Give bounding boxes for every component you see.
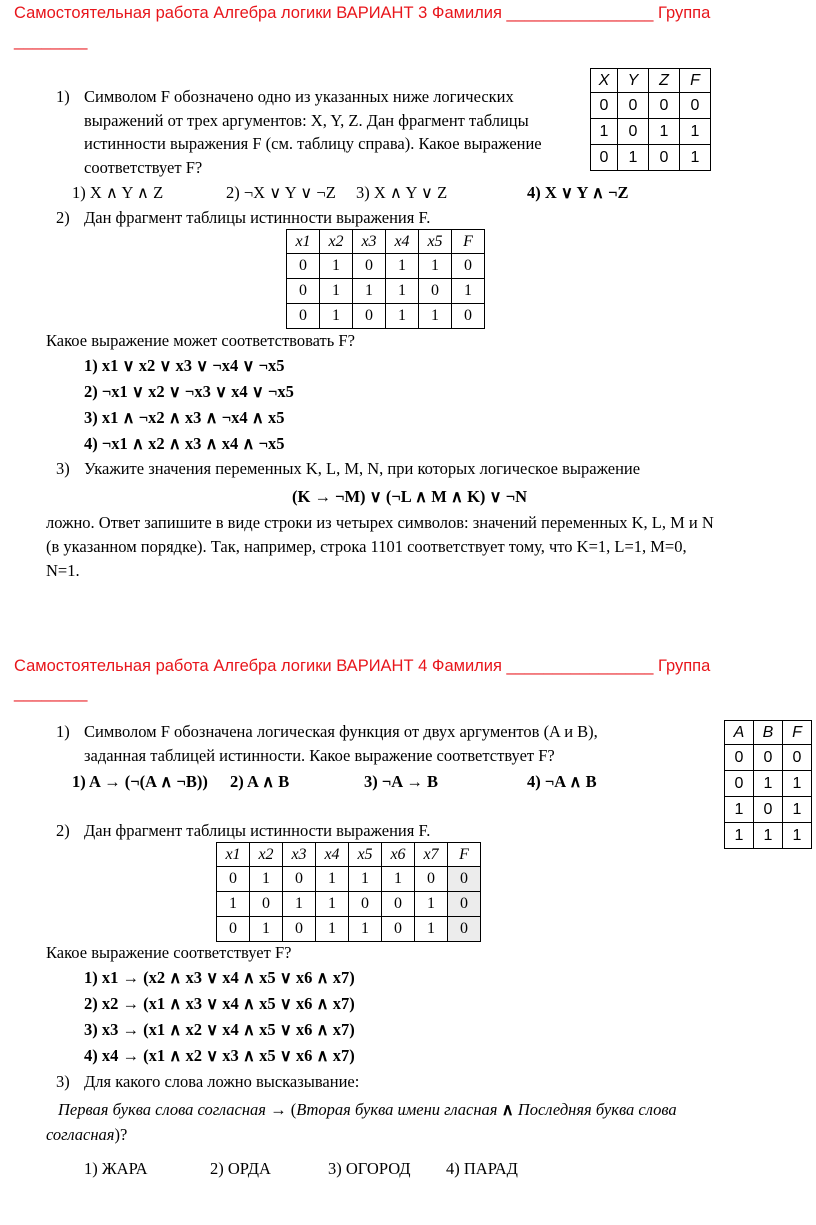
table-cell: 1 [754, 771, 783, 797]
table-header-cell: x5 [349, 843, 382, 867]
table-cell: 0 [349, 892, 382, 917]
v3-q2-number: 2) [56, 208, 70, 227]
v3-q1-line1: Символом F обозначено одно из указанных ниже логических [84, 87, 514, 106]
v3-q1-option-4: 4) X ∨ Y ∧ ¬Z [527, 183, 629, 202]
table-cell: 1 [680, 119, 711, 145]
v3-q1-line3: истинности выражения F (см. таблицу справа). Какое выражение [84, 134, 542, 153]
table-cell: 0 [783, 745, 812, 771]
v4-q3-statement-and: ∧ [497, 1100, 518, 1119]
v4-q3-option-1: 1) ЖАРА [84, 1159, 148, 1178]
v4-q2-text: Дан фрагмент таблицы истинности выражения F. [84, 821, 431, 840]
table-cell: 1 [316, 892, 349, 917]
table-cell: 1 [783, 797, 812, 823]
table-cell: 1 [320, 304, 353, 329]
table-cell: 0 [448, 917, 481, 942]
table-cell: 0 [353, 254, 386, 279]
v3-q3-number: 3) [56, 459, 70, 478]
table-cell: 0 [382, 892, 415, 917]
v3-q2-option-3: 3) x1 ∧ ¬x2 ∧ x3 ∧ ¬x4 ∧ x5 [84, 408, 285, 427]
v4-q3-option-2: 2) ОРДА [210, 1159, 271, 1178]
table-header-cell: F [452, 230, 485, 254]
table-cell: 0 [448, 892, 481, 917]
v4-q3-statement-line2 [46, 1125, 127, 1145]
v3-q2-text: Дан фрагмент таблицы истинности выражения F. [84, 208, 431, 227]
v3-header: Самостоятельная работа Алгебра логики ВАРИАНТ 3 Фамилия ________________ Группа [14, 4, 711, 22]
table-cell: 0 [725, 745, 754, 771]
table-cell: 0 [353, 304, 386, 329]
table-header-cell: Z [649, 69, 680, 93]
v3-q3-para-line1: ложно. Ответ запишите в виде строки из четырех символов: значений переменных K, L, M и N [46, 513, 714, 532]
table-cell: 1 [349, 867, 382, 892]
table-cell: 1 [382, 867, 415, 892]
table-cell: 1 [217, 892, 250, 917]
v4-q3-statement-arrow: → ( [265, 1100, 297, 1119]
v4-q2-option-2: 2) x2 → (x1 ∧ x3 ∨ x4 ∧ x5 ∨ x6 ∧ x7) [84, 994, 355, 1013]
table-cell: 0 [591, 145, 618, 171]
table-header-cell: x6 [382, 843, 415, 867]
v4-q3-statement-line1 [58, 1100, 677, 1120]
table-header-cell: x1 [217, 843, 250, 867]
v3-q1-option-1: 1) X ∧ Y ∧ Z [72, 183, 164, 202]
table-cell: 1 [754, 823, 783, 849]
v4-q1-option-2: 2) A ∧ B [230, 772, 290, 791]
v4-q3-text: Для какого слова ложно высказывание: [84, 1072, 360, 1091]
table-cell: 1 [250, 867, 283, 892]
table-cell: 1 [320, 279, 353, 304]
v4-q3-statement-part-a: Первая буква слова согласная [58, 1100, 266, 1119]
table-header-cell: x3 [283, 843, 316, 867]
table-cell: 0 [452, 304, 485, 329]
v4-q1-truth-table [724, 720, 812, 849]
table-cell: 1 [386, 279, 419, 304]
v4-q3-statement-part-d: согласная [46, 1125, 115, 1144]
v4-q1-line2: заданная таблицей истинности. Какое выражение соответствует F? [84, 746, 555, 765]
table-cell: 0 [680, 93, 711, 119]
table-header-cell: F [680, 69, 711, 93]
table-cell: 1 [618, 145, 649, 171]
v4-q3-number: 3) [56, 1072, 70, 1091]
table-cell: 0 [287, 279, 320, 304]
v3-q1-line4: соответствует F? [84, 158, 203, 177]
v3-q2-question: Какое выражение может соответствовать F? [46, 331, 355, 350]
table-header-cell: Y [618, 69, 649, 93]
table-cell: 0 [591, 93, 618, 119]
table-header-cell: x7 [415, 843, 448, 867]
table-cell: 1 [649, 119, 680, 145]
v3-q1-truth-table [590, 68, 711, 171]
v3-q1-number: 1) [56, 87, 70, 106]
table-cell: 1 [419, 254, 452, 279]
table-header-cell: B [754, 721, 783, 745]
v4-q3-statement-part-c: Последняя буква слова [517, 1100, 677, 1119]
table-cell: 0 [649, 145, 680, 171]
table-cell: 1 [415, 917, 448, 942]
table-header-cell: x2 [320, 230, 353, 254]
table-cell: 0 [448, 867, 481, 892]
v3-q2-truth-table [286, 229, 485, 329]
v4-q2-option-3: 3) x3 → (x1 ∧ x2 ∨ x4 ∧ x5 ∨ x6 ∧ x7) [84, 1020, 355, 1039]
table-cell: 0 [283, 917, 316, 942]
table-cell: 1 [419, 304, 452, 329]
table-cell: 0 [419, 279, 452, 304]
table-cell: 0 [754, 797, 783, 823]
v4-q2-option-4: 4) x4 → (x1 ∧ x2 ∨ x3 ∧ x5 ∨ x6 ∧ x7) [84, 1046, 355, 1065]
v3-q2-option-1: 1) x1 ∨ x2 ∨ x3 ∨ ¬x4 ∨ ¬x5 [84, 356, 285, 375]
table-cell: 1 [283, 892, 316, 917]
table-cell: 1 [783, 771, 812, 797]
table-header-cell: F [448, 843, 481, 867]
v4-q2-question: Какое выражение соответствует F? [46, 943, 292, 962]
table-cell: 0 [250, 892, 283, 917]
v3-q3-para-line2: (в указанном порядке). Так, например, строка 1101 соответствует тому, что K=1, L=1, M=0, [46, 537, 687, 556]
table-cell: 0 [217, 867, 250, 892]
table-cell: 0 [618, 93, 649, 119]
table-cell: 1 [316, 917, 349, 942]
table-cell: 1 [591, 119, 618, 145]
v4-q1-option-4: 4) ¬A ∧ B [527, 772, 597, 791]
table-header-cell: A [725, 721, 754, 745]
table-cell: 1 [415, 892, 448, 917]
v3-q1-line2: выражений от трех аргументов: X, Y, Z. Дан фрагмент таблицы [84, 111, 529, 130]
v4-q1-line1: Символом F обозначена логическая функция от двух аргументов (A и B), [84, 722, 598, 741]
v4-q1-option-1: 1) A → (¬(A ∧ ¬B)) [72, 772, 208, 791]
table-header-cell: x1 [287, 230, 320, 254]
v3-q3-text: Укажите значения переменных K, L, M, N, при которых логическое выражение [84, 459, 641, 478]
v4-q1-number: 1) [56, 722, 70, 741]
table-cell: 1 [316, 867, 349, 892]
v4-header-group-line: ________ [14, 684, 88, 702]
v4-q3-statement-end: )? [114, 1125, 128, 1144]
table-cell: 1 [452, 279, 485, 304]
table-header-cell: x2 [250, 843, 283, 867]
table-header-cell: x4 [386, 230, 419, 254]
table-cell: 0 [725, 771, 754, 797]
v4-q2-number: 2) [56, 821, 70, 840]
v3-q1-option-3: 3) X ∧ Y ∨ Z [356, 183, 448, 202]
v4-q3-option-3: 3) ОГОРОД [328, 1159, 411, 1178]
v3-q3-formula: (K → ¬M) ∨ (¬L ∧ M ∧ K) ∨ ¬N [292, 487, 528, 506]
table-cell: 1 [783, 823, 812, 849]
v3-q2-option-2: 2) ¬x1 ∨ x2 ∨ ¬x3 ∨ x4 ∨ ¬x5 [84, 382, 294, 401]
table-header-cell: X [591, 69, 618, 93]
table-cell: 0 [415, 867, 448, 892]
table-cell: 1 [680, 145, 711, 171]
v3-q3-para-line3: N=1. [46, 561, 80, 580]
v3-q1-option-2: 2) ¬X ∨ Y ∨ ¬Z [226, 183, 336, 202]
table-cell: 0 [649, 93, 680, 119]
v4-q3-statement-part-b: Вторая буква имени гласная [296, 1100, 498, 1119]
table-cell: 1 [320, 254, 353, 279]
table-cell: 0 [382, 917, 415, 942]
v3-header-group-line: ________ [14, 32, 88, 50]
table-header-cell: F [783, 721, 812, 745]
table-header-cell: x3 [353, 230, 386, 254]
table-cell: 0 [452, 254, 485, 279]
v4-q2-truth-table [216, 842, 481, 942]
table-cell: 1 [386, 304, 419, 329]
table-cell: 1 [386, 254, 419, 279]
table-cell: 0 [618, 119, 649, 145]
v4-q1-option-3: 3) ¬A → B [364, 772, 439, 791]
table-cell: 0 [283, 867, 316, 892]
table-cell: 0 [287, 254, 320, 279]
table-cell: 0 [754, 745, 783, 771]
table-header-cell: x5 [419, 230, 452, 254]
v4-q2-option-1: 1) x1 → (x2 ∧ x3 ∨ x4 ∧ x5 ∨ x6 ∧ x7) [84, 968, 355, 987]
table-cell: 1 [250, 917, 283, 942]
table-cell: 1 [349, 917, 382, 942]
v4-q3-option-4: 4) ПАРАД [446, 1159, 518, 1178]
table-cell: 0 [287, 304, 320, 329]
v3-q2-option-4: 4) ¬x1 ∧ x2 ∧ x3 ∧ x4 ∧ ¬x5 [84, 434, 285, 453]
table-cell: 1 [725, 797, 754, 823]
v4-header: Самостоятельная работа Алгебра логики ВАРИАНТ 4 Фамилия ________________ Группа [14, 657, 711, 675]
table-cell: 1 [353, 279, 386, 304]
table-cell: 0 [217, 917, 250, 942]
table-cell: 1 [725, 823, 754, 849]
table-header-cell: x4 [316, 843, 349, 867]
